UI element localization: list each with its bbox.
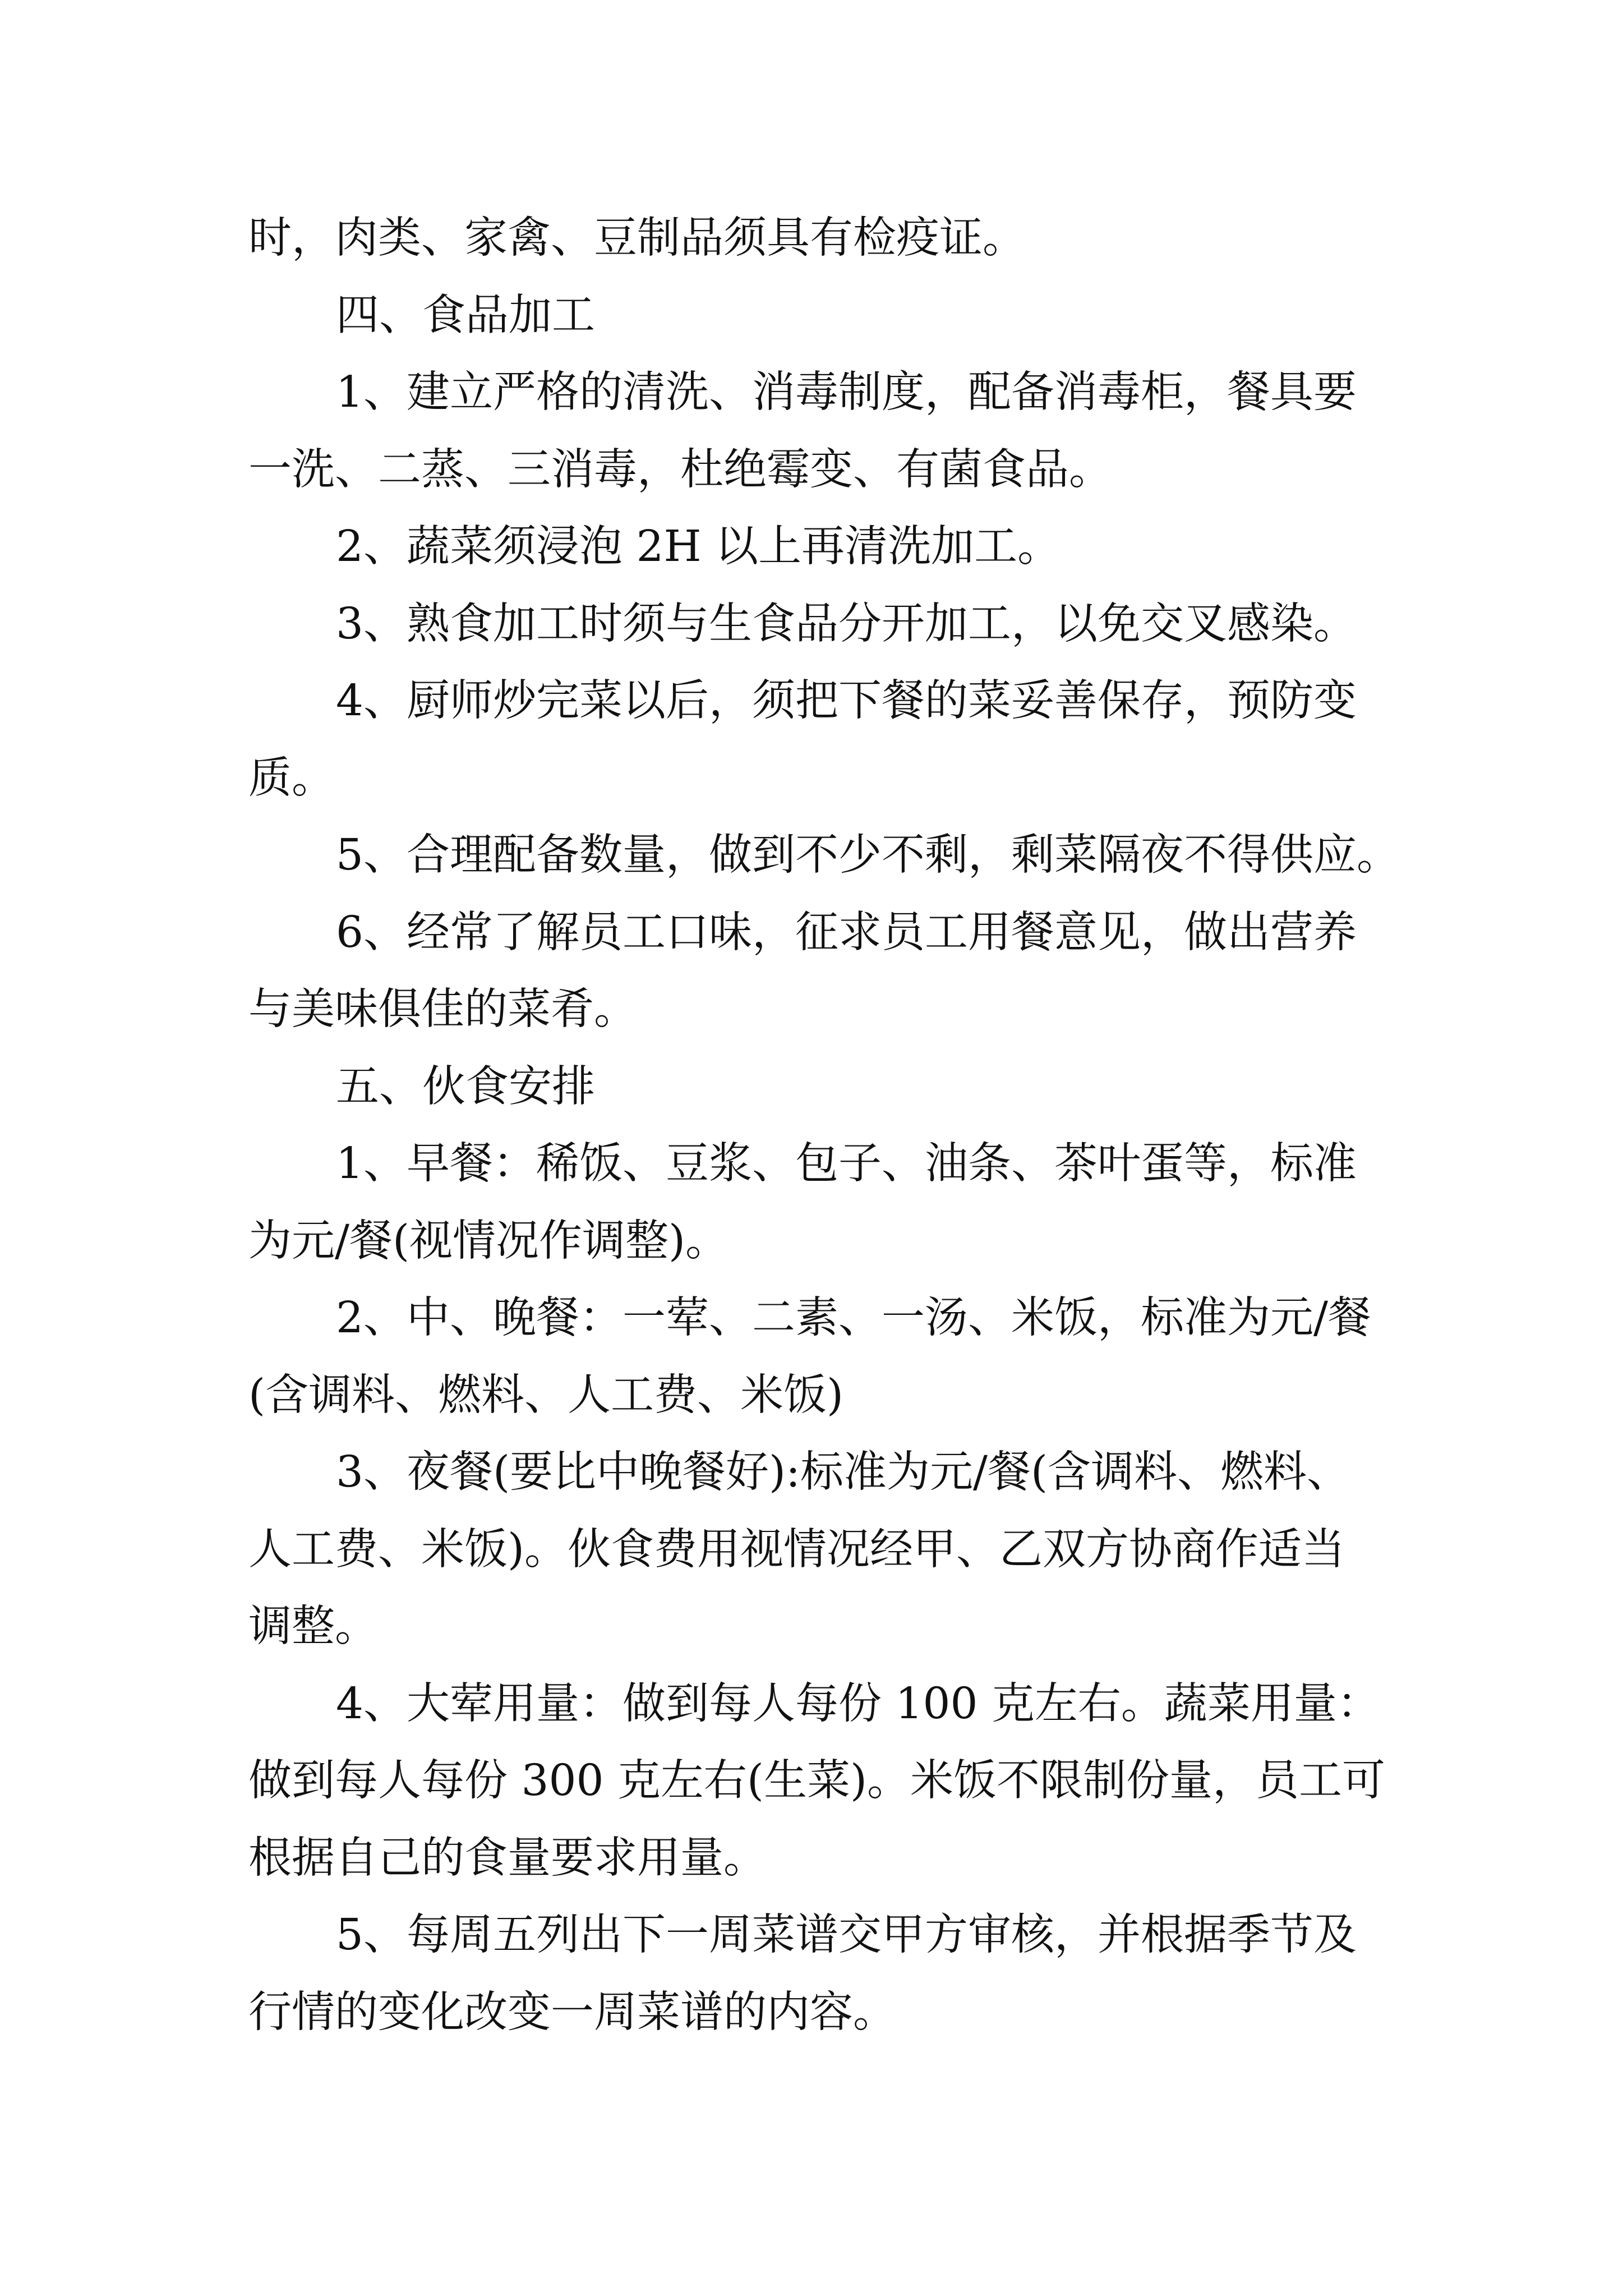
paragraph-item	[248, 1434, 1538, 1665]
text-line: 5、合理配备数量，做到不少不剩，剩菜隔夜不得供应。	[336, 830, 1400, 880]
text-line: 4、大荤用量：做到每人每份 100 克左右。蔬菜用量：	[336, 1678, 1380, 1729]
text-line: 5、每周五列出下一周菜谱交甲方审核，并根据季节及	[336, 1910, 1357, 1960]
text-line: 与美味俱佳的菜肴。	[248, 984, 637, 1034]
paragraph-item	[248, 1897, 1538, 2051]
paragraph-item	[248, 1665, 1538, 1897]
text-line: 质。	[248, 753, 335, 803]
section-heading: 四、食品加工	[336, 290, 595, 341]
text-line: 6、经常了解员工口味，征求员工用餐意见，做出营养	[336, 907, 1357, 958]
text-line: 人工费、米饭)。伙食费用视情况经甲、乙双方协商作适当	[248, 1524, 1345, 1575]
paragraph-item	[248, 1125, 1538, 1280]
text-line: 1、早餐：稀饭、豆浆、包子、油条、茶叶蛋等，标准	[336, 1139, 1357, 1189]
text-line: 2、中、晚餐：一荤、二素、一汤、米饭，标准为元/餐	[336, 1293, 1371, 1343]
document-body	[248, 200, 1538, 2051]
paragraph-item	[248, 354, 1538, 508]
paragraph-item	[248, 1280, 1538, 1434]
paragraph-continuation	[248, 200, 1538, 277]
text-line: 为元/餐(视情况作调整)。	[248, 1216, 729, 1266]
text-line: 时，肉类、家禽、豆制品须具有检疫证。	[248, 213, 1026, 263]
text-line: 根据自己的食量要求用量。	[248, 1833, 767, 1883]
paragraph-item	[248, 894, 1538, 1048]
text-line: 做到每人每份 300 克左右(生菜)。米饭不限制份量，员工可	[248, 1756, 1386, 1806]
text-line: 4、厨师炒完菜以后，须把下餐的菜妥善保存，预防变	[336, 676, 1357, 726]
text-line: 2、蔬菜须浸泡 2H 以上再清洗加工。	[336, 522, 1061, 572]
paragraph-item	[248, 586, 1538, 663]
text-line: 调整。	[248, 1602, 378, 1651]
text-line: (含调料、燃料、人工费、米饭)	[248, 1370, 844, 1420]
text-line: 行情的变化改变一周菜谱的内容。	[248, 1987, 896, 2037]
text-line: 3、夜餐(要比中晚餐好):标准为元/餐(含调料、燃料、	[336, 1447, 1350, 1497]
paragraph-item	[248, 817, 1538, 894]
text-line: 3、熟食加工时须与生食品分开加工，以免交叉感染。	[336, 599, 1357, 649]
section-heading-food-processing	[248, 277, 1538, 355]
section-heading: 五、伙食安排	[336, 1061, 595, 1112]
paragraph-item	[248, 508, 1538, 586]
text-line: 一洗、二蒸、三消毒，杜绝霉变、有菌食品。	[248, 444, 1112, 495]
text-line: 1、建立严格的清洗、消毒制度，配备消毒柜，餐具要	[336, 367, 1357, 417]
section-heading-meal-arrangement	[248, 1048, 1538, 1126]
paragraph-item	[248, 662, 1538, 817]
